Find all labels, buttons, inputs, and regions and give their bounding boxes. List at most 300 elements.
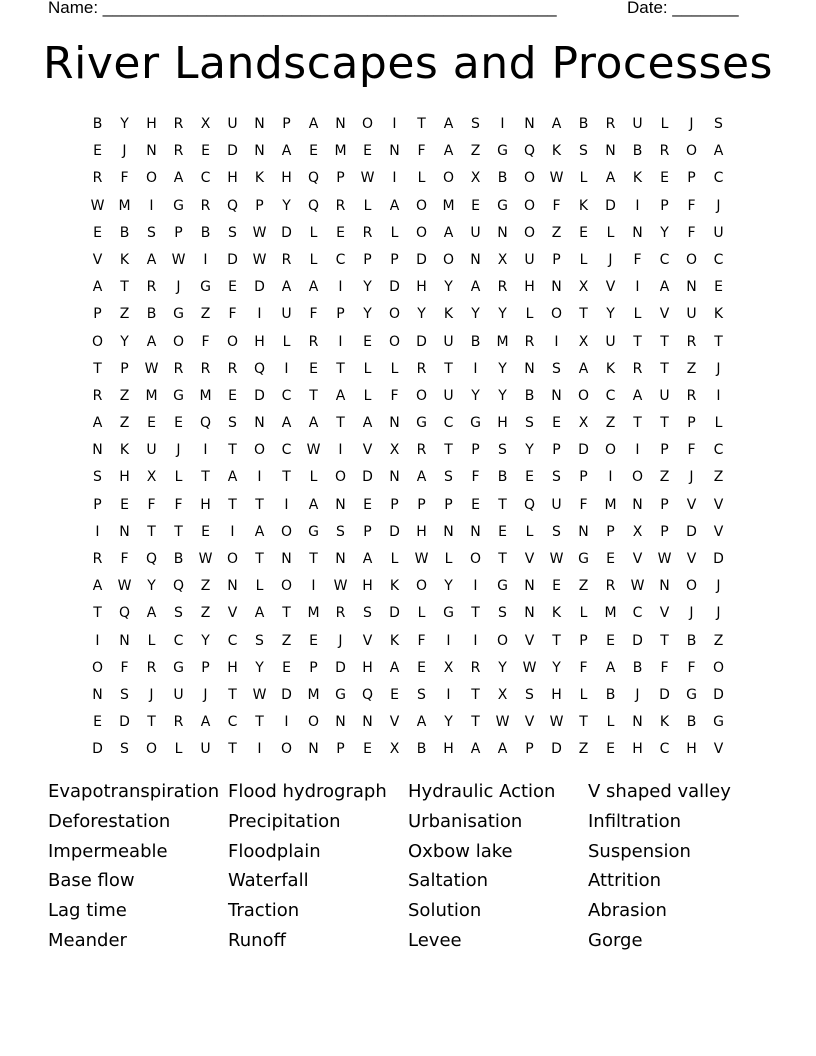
grid-letter[interactable]: P	[687, 415, 696, 432]
grid-letter[interactable]: L	[174, 741, 183, 758]
grid-letter[interactable]: A	[632, 387, 643, 404]
grid-letter[interactable]: R	[281, 251, 292, 268]
grid-letter[interactable]: O	[550, 306, 563, 323]
grid-letter[interactable]: I	[446, 632, 451, 649]
grid-letter[interactable]: T	[309, 387, 318, 404]
grid-letter[interactable]: I	[554, 333, 559, 350]
grid-letter[interactable]: U	[524, 251, 535, 268]
grid-letter[interactable]: E	[660, 170, 669, 187]
grid-letter[interactable]: E	[525, 469, 534, 486]
grid-letter[interactable]: A	[416, 469, 427, 486]
grid-letter[interactable]: N	[659, 578, 670, 595]
grid-letter[interactable]: H	[362, 659, 373, 676]
grid-letter[interactable]: F	[687, 442, 696, 459]
grid-letter[interactable]: Y	[201, 632, 210, 649]
grid-letter[interactable]: Q	[361, 686, 374, 703]
grid-letter[interactable]: U	[200, 741, 211, 758]
grid-letter[interactable]: O	[523, 170, 536, 187]
grid-letter[interactable]: B	[524, 387, 535, 404]
grid-letter[interactable]: Y	[471, 387, 480, 404]
grid-letter[interactable]: N	[335, 496, 346, 513]
grid-letter[interactable]: D	[335, 659, 346, 676]
grid-letter[interactable]: Z	[119, 306, 130, 323]
grid-letter[interactable]: N	[632, 496, 643, 513]
grid-letter[interactable]: E	[93, 714, 102, 731]
grid-letter[interactable]: L	[417, 170, 426, 187]
grid-letter[interactable]: P	[363, 523, 372, 540]
grid-letter[interactable]: P	[417, 496, 426, 513]
grid-letter[interactable]: E	[228, 279, 237, 296]
grid-letter[interactable]: R	[686, 333, 697, 350]
grid-letter[interactable]: T	[417, 116, 426, 132]
grid-letter[interactable]: N	[470, 523, 481, 540]
grid-letter[interactable]: L	[390, 224, 399, 241]
grid-letter[interactable]: S	[228, 415, 237, 432]
grid-letter[interactable]: P	[93, 306, 102, 323]
grid-letter[interactable]: P	[660, 523, 669, 540]
grid-letter[interactable]: T	[444, 360, 453, 377]
grid-letter[interactable]: R	[470, 659, 481, 676]
grid-letter[interactable]: M	[118, 197, 131, 214]
grid-letter[interactable]: D	[227, 251, 238, 268]
grid-letter[interactable]: I	[338, 442, 343, 459]
grid-letter[interactable]: A	[551, 116, 562, 132]
grid-letter[interactable]: Q	[145, 551, 158, 567]
grid-letter[interactable]: I	[473, 578, 478, 595]
grid-letter[interactable]: D	[254, 387, 265, 404]
grid-letter[interactable]: T	[282, 469, 291, 486]
grid-letter[interactable]: F	[687, 224, 696, 241]
grid-letter[interactable]: P	[687, 170, 696, 187]
grid-letter[interactable]: L	[309, 251, 318, 268]
grid-letter[interactable]: F	[201, 333, 210, 350]
grid-letter[interactable]: J	[338, 632, 343, 649]
grid-letter[interactable]: O	[280, 741, 293, 758]
grid-letter[interactable]: Y	[471, 306, 480, 323]
grid-letter[interactable]: T	[660, 632, 669, 649]
grid-letter[interactable]: X	[497, 686, 508, 703]
grid-letter[interactable]: N	[524, 578, 535, 595]
grid-letter[interactable]: O	[145, 741, 158, 758]
grid-letter[interactable]: J	[608, 251, 613, 268]
grid-letter[interactable]: T	[471, 686, 480, 703]
grid-letter[interactable]: L	[309, 224, 318, 241]
grid-letter[interactable]: K	[254, 170, 265, 187]
grid-letter[interactable]: Z	[578, 578, 589, 595]
grid-letter[interactable]: B	[146, 306, 157, 323]
grid-letter[interactable]: P	[525, 741, 534, 758]
grid-letter[interactable]: T	[120, 279, 129, 296]
grid-letter[interactable]: W	[549, 551, 564, 567]
grid-letter[interactable]: L	[606, 224, 615, 241]
grid-letter[interactable]: I	[284, 496, 289, 513]
grid-letter[interactable]: R	[146, 659, 157, 676]
grid-letter[interactable]: A	[578, 360, 589, 377]
grid-letter[interactable]: H	[362, 578, 373, 595]
grid-letter[interactable]: I	[284, 714, 289, 731]
grid-letter[interactable]: T	[714, 333, 723, 350]
grid-letter[interactable]: T	[633, 333, 642, 350]
grid-letter[interactable]: L	[579, 605, 588, 622]
grid-letter[interactable]: C	[713, 251, 724, 268]
grid-letter[interactable]: A	[281, 143, 292, 160]
grid-letter[interactable]: K	[713, 306, 724, 323]
grid-letter[interactable]: Y	[552, 659, 561, 676]
grid-letter[interactable]: N	[146, 143, 157, 160]
grid-letter[interactable]: D	[362, 469, 373, 486]
grid-letter[interactable]: A	[146, 605, 157, 622]
grid-letter[interactable]: F	[417, 143, 426, 160]
grid-letter[interactable]: R	[632, 360, 643, 377]
grid-letter[interactable]: W	[549, 714, 564, 731]
grid-letter[interactable]: E	[93, 143, 102, 160]
grid-letter[interactable]: N	[551, 387, 562, 404]
grid-letter[interactable]: N	[119, 632, 130, 649]
grid-letter[interactable]: I	[473, 360, 478, 377]
grid-letter[interactable]: A	[308, 496, 319, 513]
grid-letter[interactable]: S	[255, 632, 264, 649]
grid-letter[interactable]: O	[442, 170, 455, 187]
grid-letter[interactable]: T	[147, 714, 156, 731]
grid-letter[interactable]: A	[308, 415, 319, 432]
grid-letter[interactable]: I	[257, 306, 262, 323]
grid-letter[interactable]: W	[522, 659, 537, 676]
grid-letter[interactable]: L	[390, 551, 399, 567]
grid-letter[interactable]: R	[362, 224, 373, 241]
grid-letter[interactable]: U	[227, 116, 238, 132]
grid-letter[interactable]: I	[203, 251, 208, 268]
grid-letter[interactable]: B	[632, 143, 643, 160]
grid-letter[interactable]: T	[93, 605, 102, 622]
grid-letter[interactable]: N	[362, 714, 373, 731]
grid-letter[interactable]: A	[281, 279, 292, 296]
grid-letter[interactable]: D	[389, 279, 400, 296]
grid-letter[interactable]: Q	[253, 360, 266, 377]
grid-letter[interactable]: Y	[498, 387, 507, 404]
grid-letter[interactable]: M	[334, 143, 347, 160]
grid-letter[interactable]: V	[227, 605, 238, 622]
grid-letter[interactable]: D	[578, 442, 589, 459]
grid-letter[interactable]: A	[146, 333, 157, 350]
grid-letter[interactable]: T	[336, 360, 345, 377]
grid-letter[interactable]: R	[173, 360, 184, 377]
grid-letter[interactable]: A	[254, 523, 265, 540]
grid-letter[interactable]: O	[253, 442, 266, 459]
grid-letter[interactable]: B	[578, 116, 589, 132]
grid-letter[interactable]: T	[660, 333, 669, 350]
grid-letter[interactable]: Z	[281, 632, 292, 649]
grid-letter[interactable]: E	[714, 279, 723, 296]
grid-letter[interactable]: B	[416, 741, 427, 758]
grid-letter[interactable]: I	[95, 632, 100, 649]
grid-letter[interactable]: O	[415, 387, 428, 404]
grid-letter[interactable]: K	[389, 632, 400, 649]
grid-letter[interactable]: I	[473, 632, 478, 649]
grid-letter[interactable]: K	[632, 170, 643, 187]
grid-letter[interactable]: P	[444, 496, 453, 513]
grid-letter[interactable]: W	[414, 551, 429, 567]
grid-letter[interactable]: G	[578, 551, 589, 567]
grid-letter[interactable]: R	[605, 578, 616, 595]
grid-letter[interactable]: H	[632, 741, 643, 758]
grid-letter[interactable]: D	[227, 143, 238, 160]
grid-letter[interactable]: T	[282, 605, 291, 622]
grid-letter[interactable]: O	[280, 523, 293, 540]
grid-letter[interactable]: O	[361, 116, 374, 132]
grid-letter[interactable]: P	[201, 659, 210, 676]
grid-letter[interactable]: G	[443, 605, 454, 622]
grid-letter[interactable]: R	[416, 360, 427, 377]
grid-letter[interactable]: Z	[200, 306, 211, 323]
grid-letter[interactable]: T	[498, 496, 507, 513]
grid-letter[interactable]: Q	[307, 170, 320, 187]
grid-letter[interactable]: L	[282, 333, 291, 350]
grid-letter[interactable]: H	[686, 741, 697, 758]
grid-letter[interactable]: Y	[444, 279, 453, 296]
grid-letter[interactable]: I	[257, 469, 262, 486]
grid-letter[interactable]: L	[309, 469, 318, 486]
grid-letter[interactable]: Y	[498, 659, 507, 676]
grid-letter[interactable]: I	[95, 523, 100, 540]
grid-letter[interactable]: B	[686, 714, 697, 731]
grid-letter[interactable]: P	[336, 306, 345, 323]
grid-letter[interactable]: W	[306, 442, 321, 459]
grid-letter[interactable]: V	[524, 714, 535, 731]
grid-letter[interactable]: L	[579, 251, 588, 268]
grid-letter[interactable]: U	[173, 686, 184, 703]
grid-letter[interactable]: I	[716, 387, 721, 404]
grid-letter[interactable]: Z	[605, 415, 616, 432]
grid-letter[interactable]: L	[174, 469, 183, 486]
grid-letter[interactable]: O	[91, 333, 104, 350]
grid-letter[interactable]: G	[335, 686, 346, 703]
grid-letter[interactable]: O	[685, 251, 698, 268]
grid-letter[interactable]: X	[578, 415, 589, 432]
grid-letter[interactable]: E	[471, 496, 480, 513]
grid-letter[interactable]: R	[146, 279, 157, 296]
grid-letter[interactable]: P	[174, 224, 183, 241]
grid-letter[interactable]: H	[200, 496, 211, 513]
grid-letter[interactable]: J	[716, 605, 721, 622]
grid-letter[interactable]: V	[659, 306, 670, 323]
grid-letter[interactable]: F	[633, 251, 642, 268]
grid-letter[interactable]: J	[689, 605, 694, 622]
grid-letter[interactable]: R	[200, 197, 211, 214]
grid-letter[interactable]: E	[606, 551, 615, 567]
grid-letter[interactable]: O	[172, 333, 185, 350]
grid-letter[interactable]: S	[552, 360, 561, 377]
grid-letter[interactable]: O	[469, 551, 482, 567]
grid-letter[interactable]: E	[336, 224, 345, 241]
grid-letter[interactable]: S	[120, 741, 129, 758]
grid-letter[interactable]: I	[338, 333, 343, 350]
grid-letter[interactable]: O	[280, 578, 293, 595]
grid-letter[interactable]: U	[713, 224, 724, 241]
grid-letter[interactable]: O	[145, 170, 158, 187]
grid-letter[interactable]: A	[146, 251, 157, 268]
grid-letter[interactable]: O	[712, 659, 725, 676]
grid-letter[interactable]: S	[552, 469, 561, 486]
grid-letter[interactable]: B	[686, 632, 697, 649]
grid-letter[interactable]: I	[446, 686, 451, 703]
grid-letter[interactable]: A	[362, 415, 373, 432]
grid-letter[interactable]: Y	[147, 578, 156, 595]
grid-letter[interactable]: W	[90, 197, 105, 214]
grid-letter[interactable]: D	[416, 333, 427, 350]
grid-letter[interactable]: Q	[118, 605, 131, 622]
grid-letter[interactable]: W	[198, 551, 213, 567]
grid-letter[interactable]: R	[335, 605, 346, 622]
grid-letter[interactable]: F	[579, 659, 588, 676]
grid-letter[interactable]: H	[524, 279, 535, 296]
grid-letter[interactable]: A	[335, 387, 346, 404]
grid-letter[interactable]: T	[228, 741, 237, 758]
grid-letter[interactable]: T	[174, 523, 183, 540]
grid-letter[interactable]: G	[173, 659, 184, 676]
grid-letter[interactable]: A	[281, 415, 292, 432]
grid-letter[interactable]: E	[363, 496, 372, 513]
grid-letter[interactable]: K	[389, 578, 400, 595]
grid-letter[interactable]: E	[201, 143, 210, 160]
grid-letter[interactable]: E	[390, 686, 399, 703]
grid-letter[interactable]: E	[147, 415, 156, 432]
grid-letter[interactable]: L	[579, 170, 588, 187]
grid-letter[interactable]: R	[92, 170, 103, 187]
grid-letter[interactable]: H	[281, 170, 292, 187]
grid-letter[interactable]: R	[416, 442, 427, 459]
grid-letter[interactable]: E	[309, 360, 318, 377]
grid-letter[interactable]: Z	[200, 578, 211, 595]
grid-letter[interactable]: H	[146, 116, 157, 132]
grid-letter[interactable]: R	[173, 714, 184, 731]
grid-letter[interactable]: F	[660, 659, 669, 676]
grid-letter[interactable]: U	[659, 387, 670, 404]
grid-letter[interactable]: D	[686, 523, 697, 540]
grid-letter[interactable]: M	[496, 333, 509, 350]
grid-letter[interactable]: V	[524, 632, 535, 649]
grid-letter[interactable]: P	[660, 442, 669, 459]
grid-letter[interactable]: R	[524, 333, 535, 350]
grid-letter[interactable]: C	[227, 632, 238, 649]
grid-letter[interactable]: F	[552, 197, 561, 214]
grid-letter[interactable]: Z	[119, 387, 130, 404]
grid-letter[interactable]: L	[660, 116, 669, 132]
grid-letter[interactable]: E	[309, 143, 318, 160]
grid-letter[interactable]: W	[549, 170, 564, 187]
grid-letter[interactable]: J	[716, 578, 721, 595]
grid-letter[interactable]: L	[363, 387, 372, 404]
grid-letter[interactable]: N	[443, 523, 454, 540]
grid-letter[interactable]: L	[363, 360, 372, 377]
grid-letter[interactable]: S	[714, 116, 723, 132]
grid-letter[interactable]: T	[228, 496, 237, 513]
grid-letter[interactable]: H	[227, 659, 238, 676]
grid-letter[interactable]: U	[551, 496, 562, 513]
grid-letter[interactable]: G	[497, 197, 508, 214]
grid-letter[interactable]: E	[417, 659, 426, 676]
grid-letter[interactable]: E	[309, 632, 318, 649]
grid-letter[interactable]: V	[713, 496, 724, 513]
grid-letter[interactable]: V	[389, 714, 400, 731]
grid-letter[interactable]: X	[443, 659, 454, 676]
grid-letter[interactable]: R	[497, 279, 508, 296]
grid-letter[interactable]: O	[442, 251, 455, 268]
grid-letter[interactable]: O	[577, 387, 590, 404]
grid-letter[interactable]: T	[201, 469, 210, 486]
grid-letter[interactable]: O	[631, 469, 644, 486]
grid-letter[interactable]: H	[227, 170, 238, 187]
grid-letter[interactable]: A	[200, 714, 211, 731]
grid-letter[interactable]: O	[685, 143, 698, 160]
grid-letter[interactable]: C	[713, 170, 724, 187]
grid-letter[interactable]: G	[173, 306, 184, 323]
grid-letter[interactable]: G	[173, 197, 184, 214]
grid-letter[interactable]: O	[685, 578, 698, 595]
grid-letter[interactable]: F	[687, 659, 696, 676]
grid-letter[interactable]: M	[442, 197, 455, 214]
grid-letter[interactable]: U	[281, 306, 292, 323]
grid-letter[interactable]: W	[495, 714, 510, 731]
grid-letter[interactable]: L	[579, 686, 588, 703]
grid-letter[interactable]: T	[255, 496, 264, 513]
grid-letter[interactable]: D	[389, 523, 400, 540]
grid-letter[interactable]: A	[92, 279, 103, 296]
grid-letter[interactable]: T	[255, 551, 264, 567]
grid-letter[interactable]: S	[498, 605, 507, 622]
grid-letter[interactable]: W	[657, 551, 672, 567]
grid-letter[interactable]: E	[120, 496, 129, 513]
grid-letter[interactable]: L	[525, 523, 534, 540]
grid-letter[interactable]: I	[608, 469, 613, 486]
grid-letter[interactable]: C	[200, 170, 211, 187]
grid-letter[interactable]: C	[713, 442, 724, 459]
grid-letter[interactable]: E	[606, 632, 615, 649]
grid-letter[interactable]: O	[604, 442, 617, 459]
grid-letter[interactable]: T	[552, 632, 561, 649]
grid-letter[interactable]: P	[309, 659, 318, 676]
grid-letter[interactable]: Y	[255, 659, 264, 676]
grid-letter[interactable]: I	[392, 116, 397, 132]
grid-letter[interactable]: Z	[713, 469, 724, 486]
grid-letter[interactable]: A	[470, 279, 481, 296]
grid-letter[interactable]: V	[524, 551, 535, 567]
grid-letter[interactable]: A	[362, 551, 373, 567]
grid-letter[interactable]: N	[389, 469, 400, 486]
grid-letter[interactable]: P	[579, 632, 588, 649]
grid-letter[interactable]: N	[686, 279, 697, 296]
grid-letter[interactable]: W	[333, 578, 348, 595]
grid-letter[interactable]: E	[498, 523, 507, 540]
grid-letter[interactable]: Y	[363, 306, 372, 323]
grid-letter[interactable]: O	[496, 632, 509, 649]
grid-letter[interactable]: O	[226, 333, 239, 350]
grid-letter[interactable]: R	[335, 197, 346, 214]
grid-letter[interactable]: M	[307, 686, 320, 703]
grid-letter[interactable]: A	[470, 741, 481, 758]
grid-letter[interactable]: N	[119, 523, 130, 540]
grid-letter[interactable]: T	[579, 714, 588, 731]
grid-letter[interactable]: M	[145, 387, 158, 404]
grid-letter[interactable]: A	[92, 415, 103, 432]
grid-letter[interactable]: D	[92, 741, 103, 758]
grid-letter[interactable]: I	[500, 116, 505, 132]
grid-letter[interactable]: C	[659, 741, 670, 758]
grid-letter[interactable]: E	[552, 415, 561, 432]
grid-letter[interactable]: L	[444, 551, 453, 567]
grid-letter[interactable]: F	[579, 496, 588, 513]
grid-letter[interactable]: S	[336, 523, 345, 540]
grid-letter[interactable]: N	[227, 578, 238, 595]
